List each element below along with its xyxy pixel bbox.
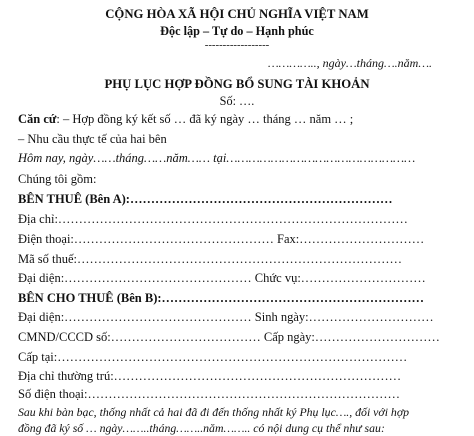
party-b-issued-at: Cấp tại:…………………………………………………………………………	[18, 350, 408, 364]
closing-line-2: đồng đã ký số … ngày……..tháng……..năm…….. có nội dung cụ thể như sau:	[18, 421, 385, 435]
party-a-heading: BÊN THUÊ (Bên A):………………………………………………………	[18, 192, 393, 206]
party-a-rep: Đại diện:……………………………………… Chức vụ:…………………………	[18, 271, 426, 285]
party-a-address: Địa chỉ:…………………………………………………………………………	[18, 212, 408, 226]
place-date-line: ………….., ngày…tháng….năm….	[267, 56, 432, 70]
header-divider: ------------------	[204, 39, 270, 51]
motto: Độc lập – Tự do – Hạnh phúc	[160, 24, 314, 38]
party-b-heading: BÊN CHO THUÊ (Bên B):………………………………………………………	[18, 291, 425, 305]
party-b-id: CMND/CCCD số:……………………………… Cấp ngày:…………………………	[18, 330, 440, 344]
basis-line-1	[18, 113, 353, 126]
today-line: Hôm nay, ngày……tháng……năm…… tại……………………………………………	[18, 151, 416, 165]
party-b-phone: Số điện thoại:…………………………………………………………………	[18, 387, 400, 401]
country-heading: CỘNG HÒA XÃ HỘI CHỦ NGHĨA VIỆT NAM	[105, 7, 369, 21]
closing-line-1: Sau khi bàn bạc, thống nhất cả hai đã đi đến thống nhất ký Phụ lục…., đối với hợp	[18, 405, 410, 419]
we-include: Chúng tôi gồm:	[18, 172, 97, 186]
party-b-residence: Địa chỉ thường trú:……………………………………………………………	[18, 369, 402, 383]
party-a-tax: Mã số thuế:……………………………………………………………………	[18, 252, 403, 266]
basis-contract: : – Hợp đồng ký kết số … đã ký ngày … tháng … năm … ;	[56, 112, 354, 126]
document-number: Số: ….	[219, 94, 255, 108]
basis-label: Căn cứ	[18, 112, 57, 126]
party-b-rep: Đại diện:……………………………………… Sinh ngày:…………………………	[18, 310, 434, 324]
document-title: PHỤ LỤC HỢP ĐỒNG BỔ SUNG TÀI KHOẢN	[104, 77, 370, 91]
party-a-phone: Điện thoại:………………………………………… Fax:…………………………	[18, 232, 425, 246]
basis-line-2: – Nhu cầu thực tế của hai bên	[18, 132, 167, 146]
